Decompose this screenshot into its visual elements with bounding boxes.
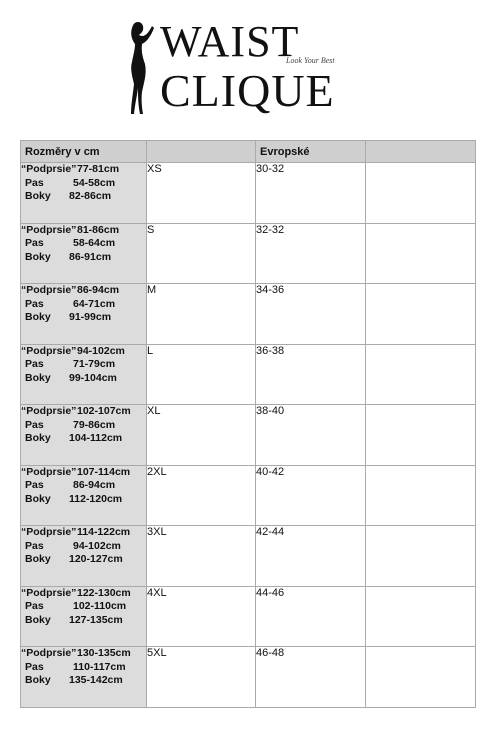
bra-measure-label: “Podprsie” xyxy=(21,465,77,478)
bra-measure-label: “Podprsie” xyxy=(21,284,77,296)
waist-measure-value: 79-86cm xyxy=(73,418,116,431)
size-cell: XL xyxy=(147,405,256,466)
logo-tagline: Look Your Best xyxy=(286,56,335,65)
header-measurements: Rozměry v cm xyxy=(21,141,147,163)
bra-measure-value: 107-114cm xyxy=(77,465,131,478)
european-size-cell: 34-36 xyxy=(256,284,366,345)
waist-measure-label: Pas xyxy=(25,600,44,612)
waist-measure-value: 86-94cm xyxy=(73,479,116,491)
empty-cell xyxy=(366,405,476,466)
bra-measure-value: 94-102cm xyxy=(77,344,125,357)
table-row xyxy=(21,344,476,405)
table-row xyxy=(21,586,476,647)
waist-measure-label: Pas xyxy=(25,539,44,552)
size-chart-table xyxy=(20,140,476,708)
waist-measure-label: Pas xyxy=(25,660,44,673)
header-size xyxy=(147,141,256,163)
empty-cell xyxy=(366,284,476,345)
logo-word-clique: CLIQUE xyxy=(160,65,335,116)
table-row xyxy=(21,647,476,708)
empty-cell xyxy=(366,223,476,284)
hips-measure-value: 82-86cm xyxy=(69,190,112,202)
empty-cell xyxy=(366,526,476,587)
empty-cell xyxy=(366,344,476,405)
empty-cell xyxy=(366,465,476,526)
european-size-cell: 46-48 xyxy=(256,647,366,708)
european-size-cell: 42-44 xyxy=(256,526,366,587)
empty-cell xyxy=(366,586,476,647)
table-row xyxy=(21,223,476,284)
european-size-cell: 44-46 xyxy=(256,586,366,647)
table-row xyxy=(21,405,476,466)
hips-measure-value: 104-112cm xyxy=(69,432,123,444)
hips-measure-label: Boky xyxy=(25,432,51,444)
hips-measure-label: Boky xyxy=(25,371,51,384)
bra-measure-value: 114-122cm xyxy=(77,526,131,538)
hips-measure-label: Boky xyxy=(25,492,51,505)
measurements-cell xyxy=(21,465,147,526)
size-cell: 5XL xyxy=(147,647,256,708)
hips-measure-label: Boky xyxy=(25,674,51,686)
bra-measure-label: “Podprsie” xyxy=(21,163,77,175)
bra-measure-label: “Podprsie” xyxy=(21,647,77,659)
silhouette-figure-icon xyxy=(118,18,158,116)
logo-word-waist: WAIST xyxy=(160,17,300,66)
measurements-cell xyxy=(21,405,147,466)
bra-measure-value: 86-94cm xyxy=(77,284,120,296)
waist-measure-value: 54-58cm xyxy=(73,176,116,189)
measurements-cell xyxy=(21,223,147,284)
size-cell: 2XL xyxy=(147,465,256,526)
size-cell: M xyxy=(147,284,256,345)
size-cell: L xyxy=(147,344,256,405)
size-cell: 3XL xyxy=(147,526,256,587)
waist-measure-label: Pas xyxy=(25,479,44,491)
waist-measure-label: Pas xyxy=(25,176,44,189)
empty-cell xyxy=(366,163,476,224)
hips-measure-value: 135-142cm xyxy=(69,674,123,686)
hips-measure-value: 86-91cm xyxy=(69,250,112,263)
hips-measure-value: 127-135cm xyxy=(69,613,123,626)
empty-cell xyxy=(366,647,476,708)
measurements-cell xyxy=(21,163,147,224)
european-size-cell: 40-42 xyxy=(256,465,366,526)
european-size-cell: 38-40 xyxy=(256,405,366,466)
brand-logo xyxy=(118,18,358,116)
bra-measure-label: “Podprsie” xyxy=(21,586,77,599)
bra-measure-value: 122-130cm xyxy=(77,586,131,599)
hips-measure-label: Boky xyxy=(25,613,51,626)
bra-measure-label: “Podprsie” xyxy=(21,405,77,417)
bra-measure-value: 81-86cm xyxy=(77,223,120,236)
table-row xyxy=(21,163,476,224)
measurements-cell xyxy=(21,586,147,647)
hips-measure-value: 112-120cm xyxy=(69,492,123,505)
waist-measure-label: Pas xyxy=(25,237,44,249)
hips-measure-value: 99-104cm xyxy=(69,371,117,384)
hips-measure-label: Boky xyxy=(25,190,51,202)
bra-measure-value: 102-107cm xyxy=(77,405,131,417)
waist-measure-value: 102-110cm xyxy=(73,600,127,612)
waist-measure-value: 58-64cm xyxy=(73,237,116,249)
measurements-cell xyxy=(21,344,147,405)
waist-measure-value: 110-117cm xyxy=(73,660,126,673)
table-row xyxy=(21,526,476,587)
measurements-cell xyxy=(21,284,147,345)
header-empty xyxy=(366,141,476,163)
waist-measure-label: Pas xyxy=(25,358,44,370)
european-size-cell: 30-32 xyxy=(256,163,366,224)
table-header-row xyxy=(21,141,476,163)
waist-measure-label: Pas xyxy=(25,418,44,431)
bra-measure-label: “Podprsie” xyxy=(21,344,77,357)
measurements-cell xyxy=(21,647,147,708)
size-cell: XS xyxy=(147,163,256,224)
hips-measure-label: Boky xyxy=(25,311,51,323)
hips-measure-label: Boky xyxy=(25,250,51,263)
waist-measure-value: 64-71cm xyxy=(73,297,116,310)
hips-measure-value: 120-127cm xyxy=(69,553,123,565)
bra-measure-value: 77-81cm xyxy=(77,163,120,175)
measurements-cell xyxy=(21,526,147,587)
hips-measure-value: 91-99cm xyxy=(69,311,112,323)
size-cell: S xyxy=(147,223,256,284)
table-row xyxy=(21,465,476,526)
waist-measure-label: Pas xyxy=(25,297,44,310)
waist-measure-value: 94-102cm xyxy=(73,539,121,552)
european-size-cell: 32-32 xyxy=(256,223,366,284)
bra-measure-label: “Podprsie” xyxy=(21,223,77,236)
bra-measure-value: 130-135cm xyxy=(77,647,131,659)
hips-measure-label: Boky xyxy=(25,553,51,565)
header-european: Evropské xyxy=(256,141,366,163)
european-size-cell: 36-38 xyxy=(256,344,366,405)
bra-measure-label: “Podprsie” xyxy=(21,526,77,538)
size-cell: 4XL xyxy=(147,586,256,647)
table-row xyxy=(21,284,476,345)
waist-measure-value: 71-79cm xyxy=(73,358,116,370)
